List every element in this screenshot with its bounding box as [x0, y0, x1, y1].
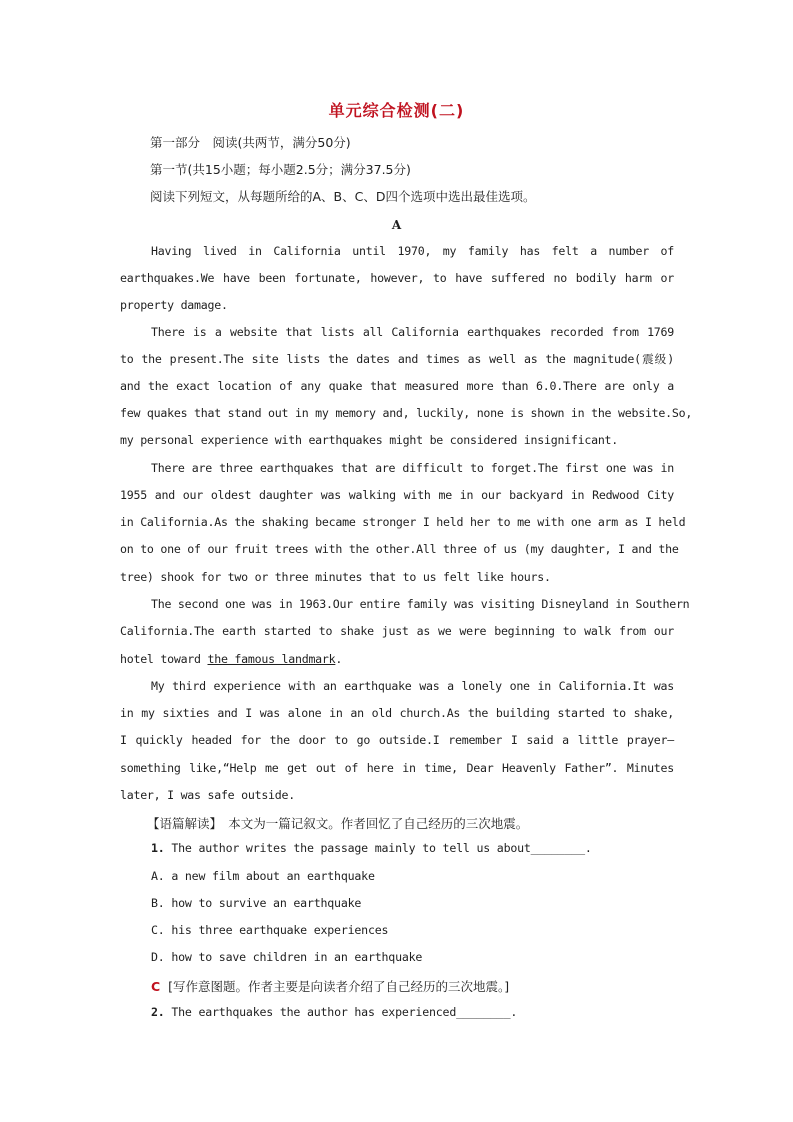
section-heading: 第一节(共15小题；每小题2.5分；满分37.5分)	[150, 162, 411, 177]
paragraph-line: few quakes that stand out in my memory and, luckily, none is shown in the website.So,	[120, 406, 693, 420]
paragraph-line: I quickly headed for the door to go outside.I remember I said a little prayer—	[120, 733, 674, 747]
answer-letter: C	[151, 979, 161, 994]
paragraph-line: California.The earth started to shake just as we were beginning to walk from our	[120, 624, 674, 638]
paragraph-line: in California.As the shaking became stronger I held her to me with one arm as I held	[120, 515, 686, 529]
paragraph-line: and the exact location of any quake that measured more than 6.0.There are only a	[120, 379, 674, 393]
paragraph-line: my personal experience with earthquakes might be considered insignificant.	[120, 433, 619, 447]
paragraph-line: Having lived in California until 1970, my family has felt a number of	[151, 244, 674, 258]
line-text: hotel toward	[120, 652, 208, 666]
paragraph-line: in my sixties and I was alone in an old church.As the building started to shake,	[120, 706, 674, 720]
paragraph-line: There is a website that lists all California earthquakes recorded from 1769	[151, 325, 674, 339]
part-heading: 第一部分 阅读(共两节，满分50分)	[150, 135, 351, 150]
question-2	[151, 1005, 517, 1019]
paragraph-line: tree) shook for two or three minutes that to us felt like hours.	[120, 570, 551, 584]
paragraph-line: later, I was safe outside.	[120, 788, 295, 802]
option-b: B. how to survive an earthquake	[151, 896, 362, 910]
option-a: A. a new film about an earthquake	[151, 869, 375, 883]
paragraph-line: There are three earthquakes that are difficult to forget.The first one was in	[151, 461, 674, 475]
explanation-text: [写作意图题。作者主要是向读者介绍了自己经历的三次地震。]	[168, 979, 510, 994]
paragraph-line: The second one was in 1963.Our entire family was visiting Disneyland in Southern	[151, 597, 690, 611]
line-text: .	[335, 652, 343, 666]
option-c: C. his three earthquake experiences	[151, 923, 389, 937]
paragraph-line: to the present.The site lists the dates and times as well as the magnitude(震级)	[120, 352, 674, 366]
page-title: 单元综合检测(二)	[328, 101, 465, 120]
underlined-phrase: the famous landmark	[207, 652, 336, 666]
question-stem: The earthquakes the author has experienced________.	[164, 1005, 518, 1019]
paragraph-line: property damage.	[120, 298, 228, 312]
paragraph-line: earthquakes.We have been fortunate, however, to have suffered no bodily harm or	[120, 271, 674, 285]
answer-explanation	[151, 977, 681, 995]
question-1	[151, 841, 592, 855]
paragraph-line: on to one of our fruit trees with the other.All three of us (my daughter, I and the	[120, 542, 679, 556]
passage-label: A	[391, 218, 402, 232]
question-stem: The author writes the passage mainly to tell us about________.	[164, 841, 592, 855]
paragraph-line: 1955 and our oldest daughter was walking with me in our backyard in Redwood City	[120, 488, 674, 502]
question-number: 2.	[151, 1005, 165, 1019]
paragraph-line: My third experience with an earthquake was a lonely one in California.It was	[151, 679, 674, 693]
instruction-text: 阅读下列短文，从每题所给的A、B、C、D四个选项中选出最佳选项。	[150, 189, 536, 204]
passage-analysis: 【语篇解读】 本文为一篇记叙文。作者回忆了自己经历的三次地震。	[147, 816, 529, 831]
paragraph-line	[120, 651, 674, 667]
paragraph-line: something like,“Help me get out of here in time, Dear Heavenly Father”. Minutes	[120, 761, 674, 775]
question-number: 1.	[151, 841, 165, 855]
option-d: D. how to save children in an earthquake	[151, 950, 423, 964]
